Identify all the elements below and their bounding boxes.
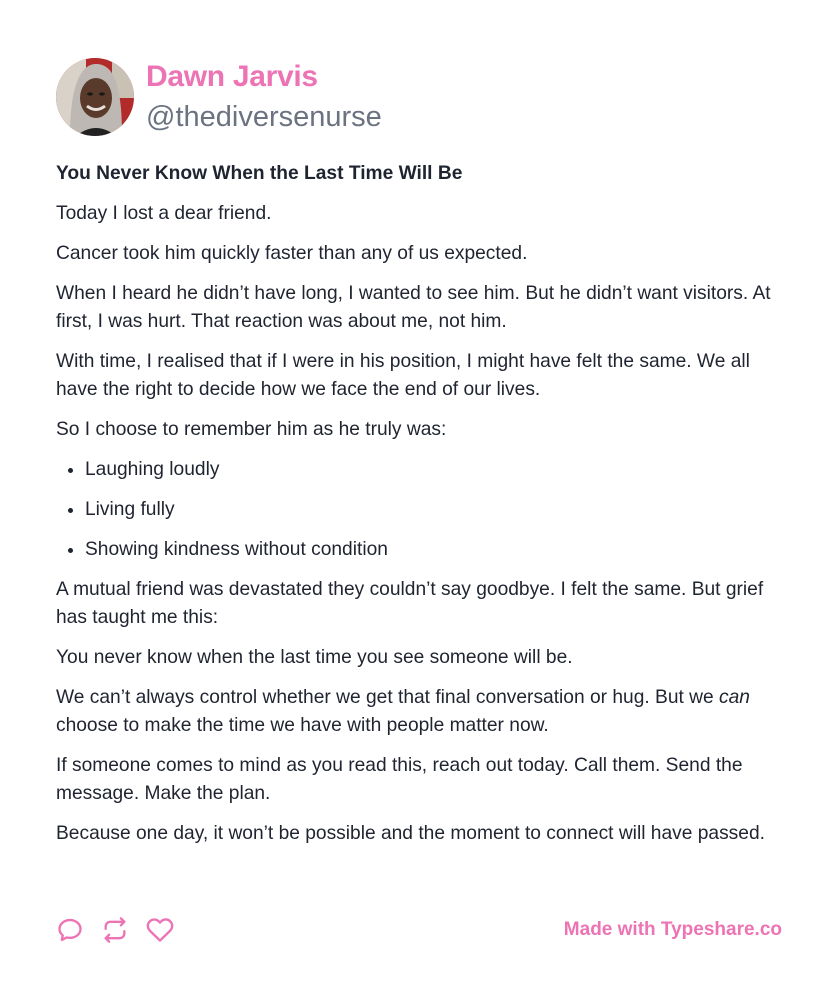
- memory-list: [56, 456, 786, 564]
- paragraph-3: When I heard he didn’t have long, I wanted to see him. But he didn’t want visitors. At first, I was hurt. That reaction was about me, not him.: [56, 283, 771, 332]
- avatar-image: [56, 58, 134, 136]
- heart-icon[interactable]: [146, 916, 174, 944]
- list-item: • Showing kindness without condition: [85, 536, 786, 564]
- paragraph-6: A mutual friend was devastated they couldn’t say goodbye. I felt the same. But grief has taught me this:: [56, 579, 764, 628]
- author-names: [146, 58, 382, 136]
- author-header: [56, 58, 382, 136]
- author-handle[interactable]: @thediversenurse: [146, 101, 382, 133]
- list-item: • Living fully: [85, 496, 786, 524]
- post-title: You Never Know When the Last Time Will Be: [56, 163, 463, 184]
- paragraph-10: Because one day, it won’t be possible and the moment to connect will have passed.: [56, 823, 765, 844]
- paragraph-8: [56, 684, 786, 740]
- paragraph-9: If someone comes to mind as you read this, reach out today. Call them. Send the message. Make the plan.: [56, 755, 743, 804]
- paragraph-1: Today I lost a dear friend.: [56, 203, 272, 224]
- author-name[interactable]: Dawn Jarvis: [146, 60, 318, 93]
- list-item: • Laughing loudly: [85, 456, 786, 484]
- repost-icon[interactable]: [101, 916, 129, 944]
- post-body: [56, 160, 786, 860]
- action-bar: [56, 916, 191, 944]
- typeshare-credit-link[interactable]: Made with Typeshare.co: [563, 919, 782, 940]
- paragraph-8-start: We can’t always control whether we get that final conversation or hug. But we: [56, 687, 720, 708]
- paragraph-5: So I choose to remember him as he truly was:: [56, 419, 447, 440]
- paragraph-7: You never know when the last time you see someone will be.: [56, 647, 573, 668]
- paragraph-8-end: choose to make the time we have with people matter now.: [56, 715, 549, 736]
- post-footer: [56, 914, 782, 946]
- paragraph-2: Cancer took him quickly faster than any of us expected.: [56, 243, 528, 264]
- comment-icon[interactable]: [56, 916, 84, 944]
- paragraph-4: With time, I realised that if I were in his position, I might have felt the same. We all have the right to decide how we face the end of our lives.: [56, 351, 750, 400]
- emphasis-can: can: [719, 687, 750, 708]
- avatar[interactable]: [56, 58, 134, 136]
